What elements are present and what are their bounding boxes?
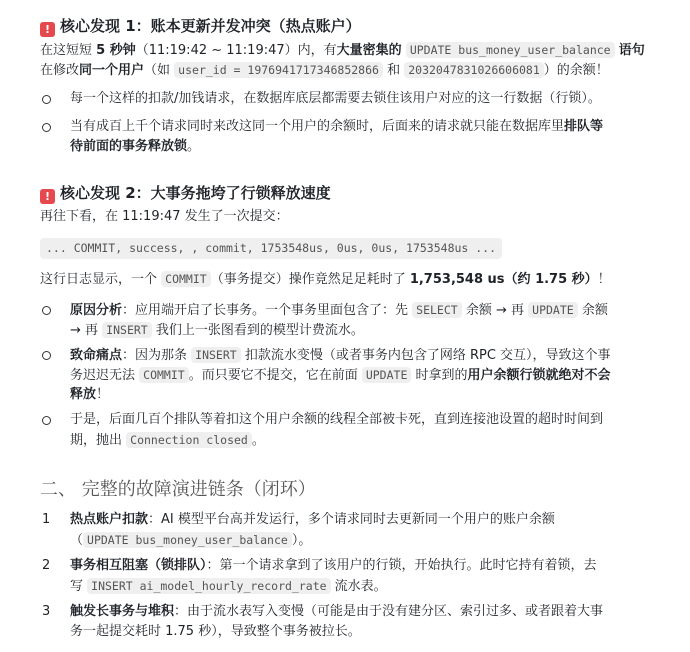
list-item (70, 117, 615, 157)
list-item (70, 89, 615, 109)
inline-code: COMMIT (139, 367, 189, 383)
bold-text: 排队等 (564, 119, 604, 134)
text: ：第一个请求拿到了该用户的行锁，开始执行。此时它持有着锁，去 (206, 558, 597, 573)
bold-text: 1,753,548 us（约 1.75 秒） (409, 272, 598, 287)
bold-text: 待前面的事务释放锁 (70, 139, 188, 154)
text: （11:19:42 ~ 11:19:47）内，有 (135, 43, 337, 58)
list-number: 3 (42, 604, 51, 619)
inline-code: UPDATE bus_money_user_balance (406, 42, 615, 58)
text: → 再 (70, 323, 103, 338)
text: 在这短短 (40, 43, 97, 58)
text: 。 (251, 433, 265, 448)
bullet-icon (42, 123, 51, 132)
list-item (70, 556, 615, 596)
text: 于是，后面几百个排队等着扣这个用户余额的线程全部被卡死，直到连接池设置的超时时间到 (70, 412, 604, 427)
bold-text: 用户余额行锁就绝对不会 (467, 368, 611, 383)
text: 余额 → 再 (461, 303, 529, 318)
text: （事务提交）操作竟然足足耗时了 (210, 272, 410, 287)
inline-code: UPDATE bus_money_user_balance (83, 532, 292, 548)
text: 流水表。 (330, 579, 387, 594)
text: 。而只要它不提交，它在前面 (188, 368, 362, 383)
text: 余额 (577, 303, 608, 318)
bold-label: 原因分析 (70, 303, 123, 318)
heading-text: 核心发现 1：账本更新并发冲突（热点账户） (60, 17, 361, 35)
text: 我们上一张图看到的模型计费流水。 (151, 323, 364, 338)
code-snippet: ... COMMIT, success, , commit, 1753548us, 0us, 0us, 1753548us ... (40, 238, 502, 259)
bullet-icon (42, 95, 51, 104)
bold-text: 大量密集的 (336, 43, 402, 58)
log-explanation (40, 269, 640, 289)
text: ：AI 模型平台高并发运行，多个请求同时去更新同一个用户的账户余额 (148, 512, 555, 527)
siren-icon: ! (40, 189, 55, 204)
bold-text: 5 秒钟 (96, 43, 136, 58)
bold-label: 热点账户扣款 (70, 512, 149, 527)
text: ：因为那条 (122, 348, 192, 363)
text: 每一个这样的扣款/加钱请求，在数据库底层都需要去锁住该用户对应的这一行数据（行锁）。 (70, 91, 601, 106)
list-item (70, 602, 615, 642)
siren-icon: ! (40, 22, 55, 37)
text: ：由于流水表写入变慢（可能是由于没有建分区、索引过多、或者跟着大事 (174, 604, 604, 619)
text: 。 (187, 139, 201, 154)
inline-code: UPDATE (528, 302, 578, 318)
bold-label: 事务相互阻塞（锁排队） (70, 558, 207, 573)
text: 扣款流水变慢（或者事务内包含了网络 RPC 交互），导致这个事 (240, 348, 611, 363)
text: 和 (382, 63, 405, 78)
list-number: 1 (42, 512, 51, 527)
text: ）。 (291, 533, 312, 548)
inline-code: Connection closed (126, 432, 252, 448)
inline-code: UPDATE (362, 367, 412, 383)
bold-label: 触发长事务与堆积 (70, 604, 175, 619)
bold-text: 语句 (618, 43, 645, 58)
finding-2-intro (40, 207, 640, 227)
list-item-pain-point (70, 345, 615, 405)
inline-code: user_id = 1976941717346852866 (174, 62, 383, 78)
list-item-consequence (70, 410, 615, 450)
finding-1-paragraph (40, 40, 645, 80)
text: （如 (144, 63, 175, 78)
list-item-cause (70, 300, 615, 340)
text: ！ (96, 387, 110, 402)
bold-label: 致命痛点 (70, 348, 123, 363)
text: 当有成百上千个请求同时来改这同一个用户的余额时，后面来的请求就只能在数据库里 (70, 119, 565, 134)
text: ！ (597, 272, 611, 287)
inline-code: INSERT ai_model_hourly_record_rate (87, 578, 330, 594)
bullet-icon (42, 416, 51, 425)
text: ：应用端开启了长事务。一个事务里面包含了：先 (122, 303, 413, 318)
section-heading-finding-2 (40, 182, 331, 204)
section-heading-chain: 二、 完整的故障演进链条（闭环） (40, 479, 316, 500)
text: ）的余额！ (543, 63, 609, 78)
inline-code: 2032047831026606081 (404, 62, 544, 78)
section-heading-finding-1 (40, 15, 361, 37)
bullet-icon (42, 351, 51, 360)
text: 务迟迟无法 (70, 368, 140, 383)
inline-code: SELECT (412, 302, 462, 318)
bullet-icon (42, 306, 51, 315)
text: 时拿到的 (411, 368, 468, 383)
text: 期，抛出 (70, 433, 127, 448)
list-number: 2 (42, 558, 51, 573)
list-item (70, 510, 615, 550)
inline-code: INSERT (102, 322, 152, 338)
inline-code: INSERT (191, 347, 241, 363)
text: （ (70, 533, 84, 548)
bold-text: 同一个用户 (79, 63, 145, 78)
text: 再往下看，在 11:19:47 发生了一次提交： (40, 209, 289, 224)
text: 写 (70, 579, 88, 594)
text: 务一起提交耗时 1.75 秒），导致整个事务被拉长。 (70, 624, 361, 639)
bold-text: 释放 (70, 387, 97, 402)
inline-code: COMMIT (161, 271, 211, 287)
heading-text: 核心发现 2：大事务拖垮了行锁释放速度 (60, 184, 331, 202)
text: 在修改 (40, 63, 80, 78)
text: 这行日志显示，一个 (40, 272, 162, 287)
